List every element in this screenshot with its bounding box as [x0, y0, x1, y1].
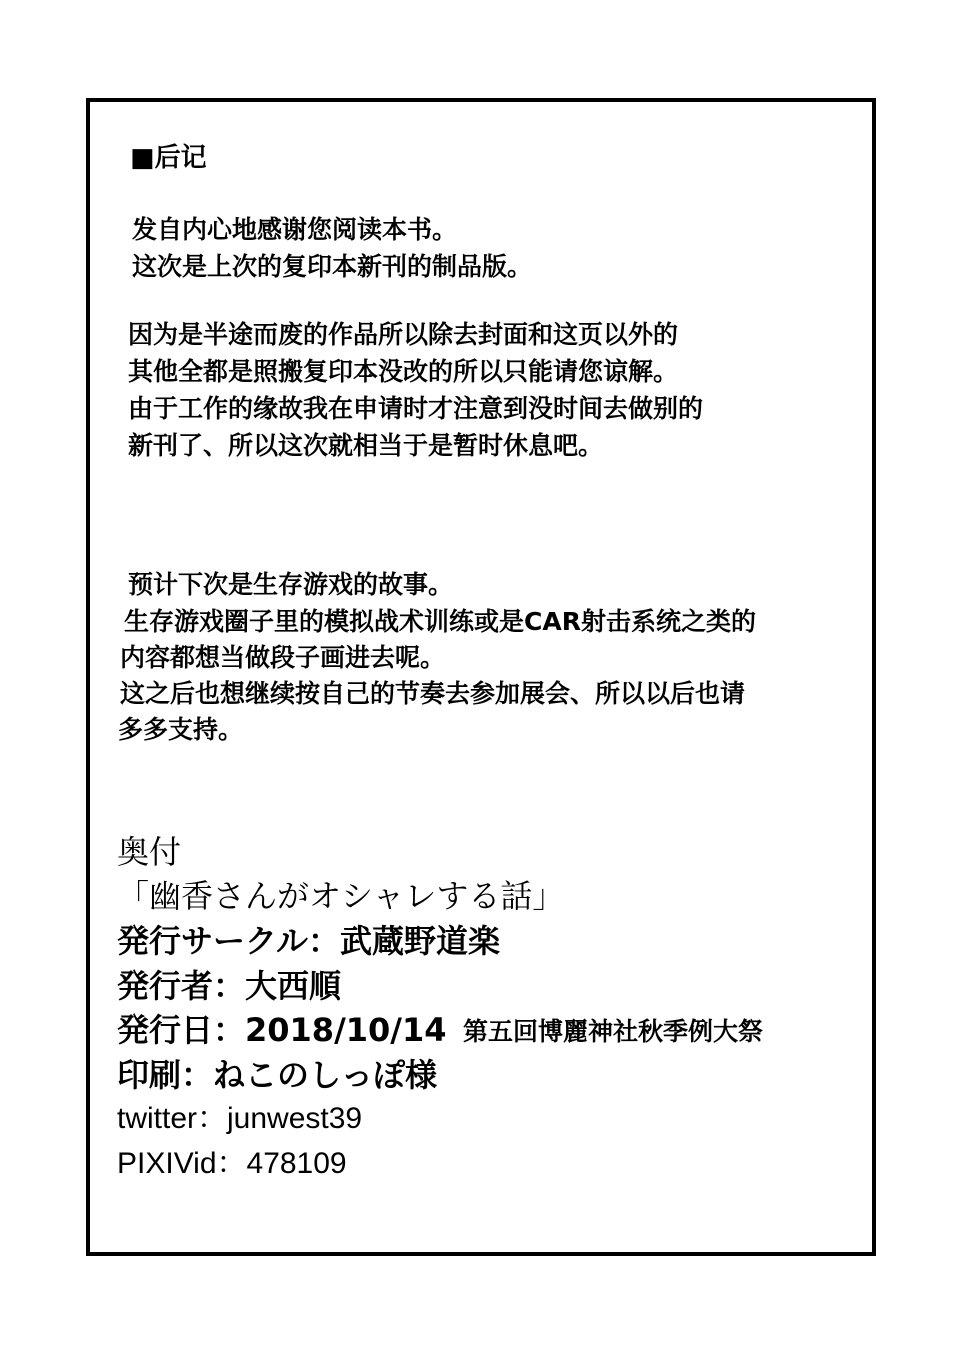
- colophon-date: 発行日：2018/10/14: [117, 1011, 447, 1049]
- colophon-twitter: twitter：junwest39: [117, 1102, 363, 1135]
- afterword-para3-line: 生存游戏圈子里的模拟战术训练或是CAR射击系统之类的: [124, 607, 756, 636]
- colophon-circle: 発行サークル：武蔵野道楽: [117, 922, 501, 960]
- afterword-heading: ■后记: [130, 143, 207, 173]
- afterword-para2-line: 由于工作的缘故我在申请时才注意到没时间去做别的: [128, 394, 704, 423]
- colophon-event: 第五回博麗神社秋季例大祭: [463, 1017, 764, 1046]
- afterword-para3-line: 多多支持。: [118, 715, 244, 744]
- afterword-para1-line: 发自内心地感谢您阅读本书。: [132, 215, 458, 244]
- afterword-para1-line: 这次是上次的复印本新刊的制品版。: [132, 252, 533, 281]
- afterword-para2-line: 其他全都是照搬复印本没改的所以只能请您谅解。: [128, 357, 679, 386]
- colophon-printer: 印刷：ねこのしっぽ様: [117, 1056, 438, 1094]
- afterword-para2-line: 因为是半途而废的作品所以除去封面和这页以外的: [128, 320, 679, 349]
- colophon-book-title: 「幽香さんがオシャレする話」: [117, 877, 565, 915]
- colophon-author: 発行者：大西順: [117, 967, 342, 1005]
- afterword-para3-line: 这之后也想继续按自己的节奏去参加展会、所以以后也请: [120, 679, 746, 708]
- colophon-title-label: 奥付: [117, 833, 182, 871]
- colophon-pixiv: PIXIVid：478109: [117, 1147, 347, 1180]
- afterword-para3-line: 内容都想当做段子画进去呢。: [120, 643, 446, 672]
- afterword-para2-line: 新刊了、所以这次就相当于是暂时休息吧。: [128, 431, 604, 460]
- afterword-para3-line: 预计下次是生存游戏的故事。: [128, 570, 454, 599]
